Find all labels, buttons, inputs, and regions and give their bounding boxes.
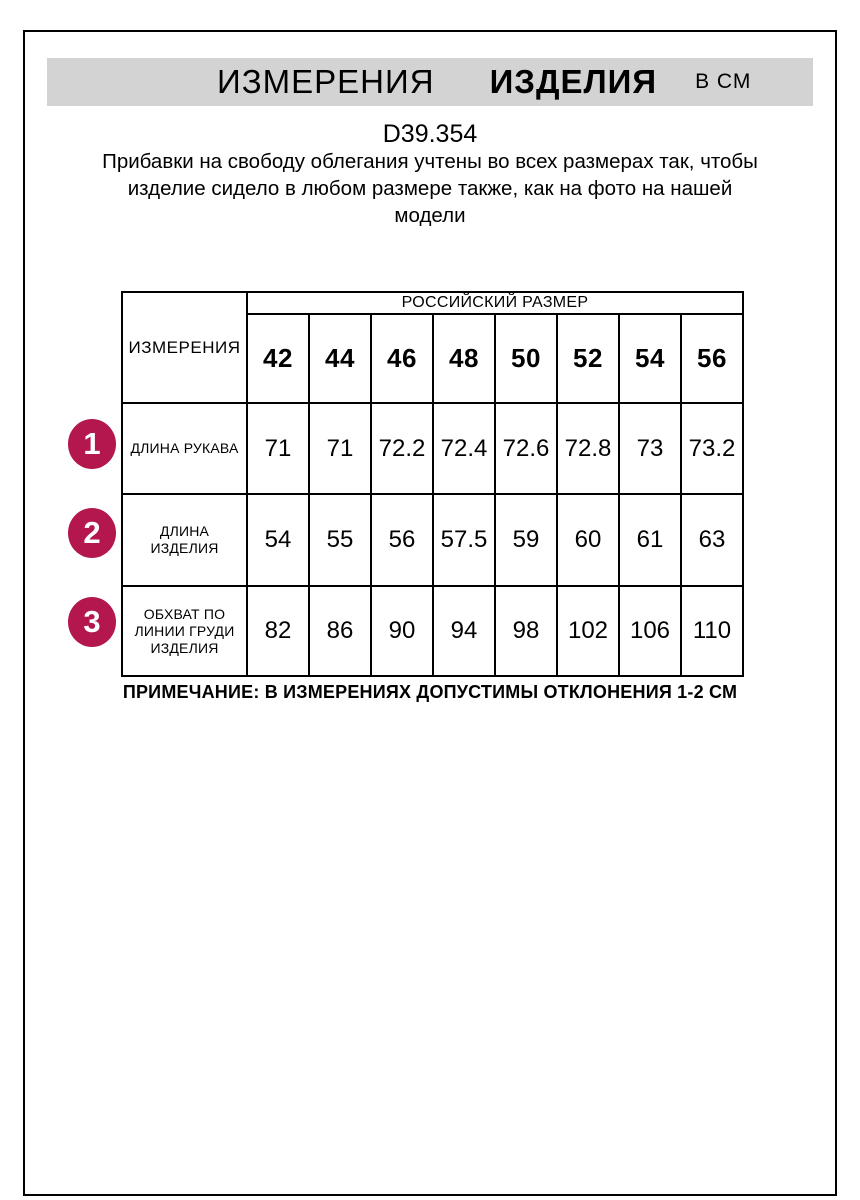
row-number-badge-3 xyxy=(68,597,116,647)
value-cell: 60 xyxy=(557,494,619,586)
value-cell: 71 xyxy=(247,403,309,494)
row-label-line: ОБХВАТ ПО xyxy=(143,605,226,622)
value-cell: 61 xyxy=(619,494,681,586)
description-line: изделие сидело в любом размере также, как на фото на нашей xyxy=(127,177,733,200)
size-group-header-row xyxy=(122,292,743,314)
value-cell: 63 xyxy=(681,494,743,586)
value-cell: 106 xyxy=(619,586,681,676)
value-cell: 94 xyxy=(433,586,495,676)
value-cell: 102 xyxy=(557,586,619,676)
row-label-line: ИЗДЕЛИЯ xyxy=(150,639,219,656)
value-cell: 72.2 xyxy=(371,403,433,494)
size-header-cell: 42 xyxy=(247,314,309,403)
table-row-chest-girth xyxy=(122,586,743,676)
value-cell: 55 xyxy=(309,494,371,586)
row-label-cell xyxy=(122,494,247,586)
badge-number: 3 xyxy=(83,604,101,639)
value-cell: 82 xyxy=(247,586,309,676)
description-line: Прибавки на свободу облегания учтены во всех размерах так, чтобы xyxy=(102,150,758,173)
table-row-sleeve-length xyxy=(122,403,743,494)
row-label-cell xyxy=(122,586,247,676)
row-label-line: ИЗДЕЛИЯ xyxy=(150,540,219,556)
size-table xyxy=(121,291,744,677)
title-measurements: ИЗМЕРЕНИЯ xyxy=(217,63,435,100)
value-cell: 110 xyxy=(681,586,743,676)
title-unit: В СМ xyxy=(695,70,752,93)
row-label-line: ДЛИНА РУКАВА xyxy=(130,440,239,456)
value-cell: 86 xyxy=(309,586,371,676)
title-product: ИЗДЕЛИЯ xyxy=(489,63,658,100)
size-header-cell: 52 xyxy=(557,314,619,403)
size-header-cell: 56 xyxy=(681,314,743,403)
row-label-line: ЛИНИИ ГРУДИ xyxy=(134,622,235,639)
size-header-cell: 48 xyxy=(433,314,495,403)
tolerance-note: ПРИМЕЧАНИЕ: В ИЗМЕРЕНИЯХ ДОПУСТИМЫ ОТКЛОНЕНИЯ 1-2 СМ xyxy=(122,682,738,702)
measurements-header-cell: ИЗМЕРЕНИЯ xyxy=(122,292,247,403)
row-number-badge-2 xyxy=(68,508,116,558)
value-cell: 73 xyxy=(619,403,681,494)
size-header-cell: 50 xyxy=(495,314,557,403)
size-group-header-cell: РОССИЙСКИЙ РАЗМЕР xyxy=(247,292,743,314)
badge-number: 2 xyxy=(83,515,101,550)
page-frame xyxy=(23,30,837,1196)
size-header-cell: 54 xyxy=(619,314,681,403)
size-header-cell: 44 xyxy=(309,314,371,403)
value-cell: 56 xyxy=(371,494,433,586)
row-label-cell xyxy=(122,403,247,494)
value-cell: 54 xyxy=(247,494,309,586)
value-cell: 71 xyxy=(309,403,371,494)
model-code: D39.354 xyxy=(382,120,478,148)
value-cell: 73.2 xyxy=(681,403,743,494)
value-cell: 98 xyxy=(495,586,557,676)
value-cell: 59 xyxy=(495,494,557,586)
row-number-badge-1 xyxy=(68,419,116,469)
table-row-product-length xyxy=(122,494,743,586)
description-line: модели xyxy=(394,204,466,227)
badge-number: 1 xyxy=(83,426,101,461)
row-label-line: ДЛИНА xyxy=(159,523,210,539)
value-cell: 72.4 xyxy=(433,403,495,494)
fit-description xyxy=(25,148,835,229)
title-banner xyxy=(47,58,813,106)
size-header-cell: 46 xyxy=(371,314,433,403)
value-cell: 72.8 xyxy=(557,403,619,494)
value-cell: 90 xyxy=(371,586,433,676)
value-cell: 72.6 xyxy=(495,403,557,494)
value-cell: 57.5 xyxy=(433,494,495,586)
